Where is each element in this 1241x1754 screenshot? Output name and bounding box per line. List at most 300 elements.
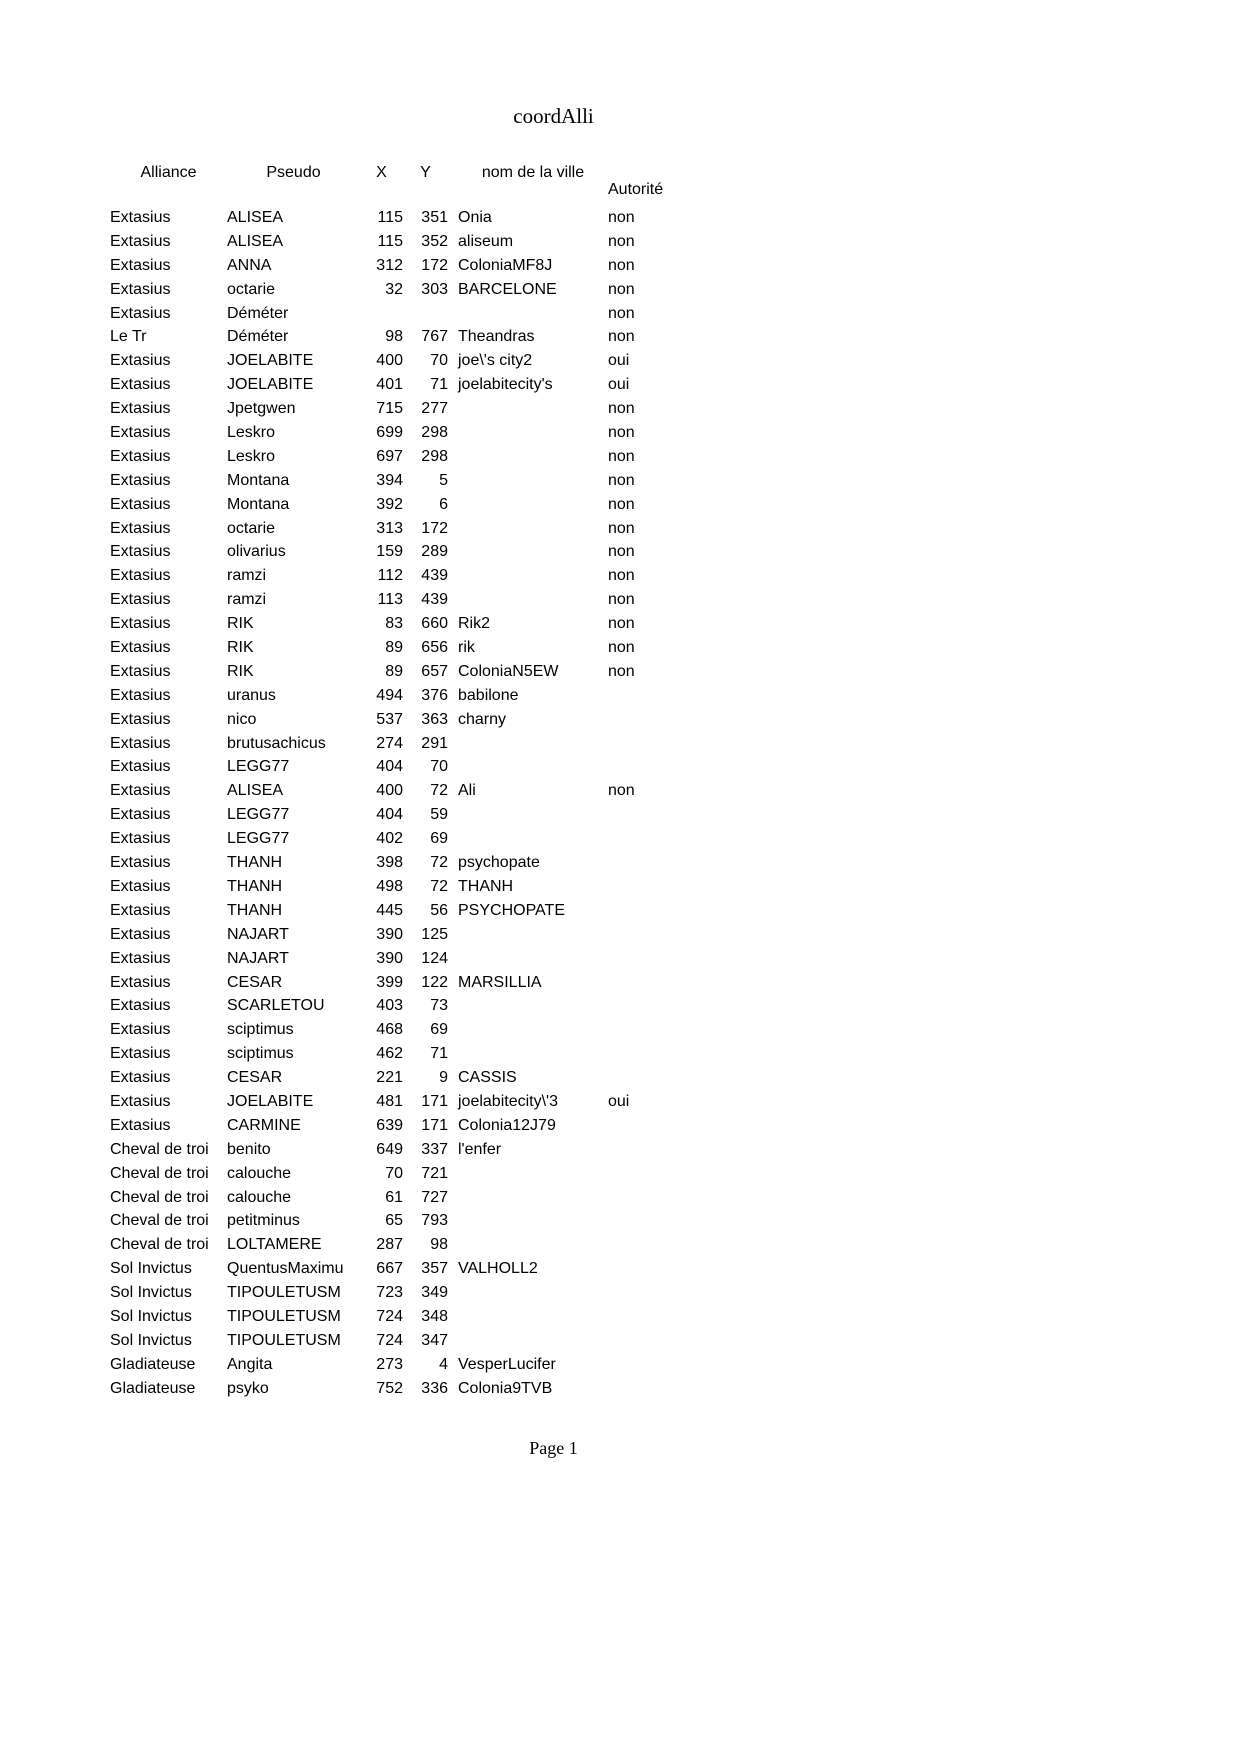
cell-autorite: oui — [608, 376, 630, 394]
cell-alliance: Extasius — [110, 280, 171, 298]
cell-y: 171 — [421, 1116, 448, 1134]
cell-ville — [448, 1042, 608, 1066]
cell-ville — [448, 994, 608, 1018]
cell-x: 313 — [376, 519, 403, 537]
cell-y: 6 — [439, 495, 448, 513]
cell-y: 793 — [421, 1212, 448, 1230]
cell-autorite — [608, 1138, 676, 1162]
cell-pseudo: Jpetgwen — [227, 400, 296, 418]
table-row — [110, 827, 676, 851]
cell-ville: ColoniaMF8J — [458, 256, 553, 274]
cell-pseudo: TIPOULETUSM — [227, 1331, 341, 1349]
table-row — [110, 923, 676, 947]
cell-y: 357 — [421, 1260, 448, 1278]
cell-x: 667 — [376, 1260, 403, 1278]
cell-y: 125 — [421, 925, 448, 943]
cell-ville: Onia — [458, 209, 492, 226]
cell-pseudo: CARMINE — [227, 1116, 301, 1134]
cell-y: 56 — [430, 901, 448, 919]
cell-x: 398 — [376, 854, 403, 872]
cell-autorite — [608, 1186, 676, 1210]
cell-alliance: Extasius — [110, 376, 171, 394]
cell-pseudo: Angita — [227, 1355, 273, 1373]
cell-ville: psychopate — [458, 854, 540, 872]
cell-y: 73 — [430, 997, 448, 1015]
cell-alliance: Extasius — [110, 854, 171, 872]
table-row — [110, 325, 676, 349]
cell-ville: Colonia9TVB — [458, 1379, 553, 1397]
cell-autorite: non — [608, 615, 635, 633]
table-row — [110, 994, 676, 1018]
cell-y: 5 — [439, 471, 448, 489]
cell-x — [360, 302, 403, 326]
cell-ville — [448, 923, 608, 947]
table-row — [110, 1281, 676, 1305]
cell-pseudo: RIK — [227, 639, 254, 657]
table-row — [110, 660, 676, 684]
table-row — [110, 875, 676, 899]
cell-ville: babilone — [458, 686, 519, 704]
cell-ville: Colonia12J79 — [458, 1116, 556, 1134]
cell-alliance: Extasius — [110, 662, 171, 680]
cell-ville: charny — [458, 710, 507, 728]
cell-alliance: Gladiateuse — [110, 1379, 196, 1397]
cell-y: 9 — [439, 1069, 448, 1087]
table-row — [110, 302, 676, 326]
cell-x: 89 — [385, 639, 403, 657]
cell-pseudo: olivarius — [227, 543, 286, 561]
cell-y: 277 — [421, 400, 448, 418]
cell-alliance: Extasius — [110, 901, 171, 919]
cell-pseudo: ALISEA — [227, 782, 284, 800]
cell-alliance: Extasius — [110, 949, 171, 967]
cell-y — [403, 302, 448, 326]
cell-y: 72 — [430, 782, 448, 800]
table-row — [110, 779, 676, 803]
cell-alliance: Extasius — [110, 877, 171, 895]
cell-autorite — [608, 1281, 676, 1305]
cell-x: 83 — [385, 615, 403, 633]
cell-x: 221 — [376, 1069, 403, 1087]
cell-pseudo: RIK — [227, 615, 254, 633]
cell-autorite — [608, 875, 676, 899]
table-row — [110, 971, 676, 995]
cell-x: 724 — [376, 1307, 403, 1325]
cell-x: 390 — [376, 925, 403, 943]
cell-pseudo: LEGG77 — [227, 806, 290, 824]
cell-alliance: Extasius — [110, 806, 171, 824]
cell-pseudo: octarie — [227, 280, 276, 298]
cell-pseudo: Montana — [227, 471, 290, 489]
cell-y: 298 — [421, 447, 448, 465]
cell-alliance: Extasius — [110, 925, 171, 943]
cell-autorite — [608, 1066, 676, 1090]
cell-ville — [448, 1281, 608, 1305]
cell-autorite — [608, 851, 676, 875]
cell-autorite: non — [608, 304, 635, 322]
cell-x: 494 — [376, 686, 403, 704]
cell-pseudo: Leskro — [227, 424, 276, 442]
table-row — [110, 1257, 676, 1281]
cell-alliance: Cheval de troi — [110, 1236, 209, 1254]
cell-pseudo: ALISEA — [227, 209, 284, 226]
cell-autorite — [608, 732, 676, 756]
cell-alliance: Sol Invictus — [110, 1307, 192, 1325]
cell-alliance: Sol Invictus — [110, 1331, 192, 1349]
cell-x: 65 — [385, 1212, 403, 1230]
header-x: X — [376, 164, 387, 181]
cell-pseudo: Leskro — [227, 447, 276, 465]
cell-y: 439 — [421, 567, 448, 585]
cell-alliance: Extasius — [110, 352, 171, 370]
cell-autorite — [608, 708, 676, 732]
cell-pseudo: calouche — [227, 1164, 292, 1182]
cell-y: 71 — [430, 1045, 448, 1063]
cell-autorite: non — [608, 328, 635, 346]
cell-y: 289 — [421, 543, 448, 561]
cell-autorite — [608, 827, 676, 851]
cell-ville — [448, 1233, 608, 1257]
cell-ville — [448, 1162, 608, 1186]
cell-autorite: oui — [608, 1092, 630, 1110]
cell-y: 303 — [421, 280, 448, 298]
cell-y: 172 — [421, 256, 448, 274]
cell-alliance: Extasius — [110, 232, 171, 250]
cell-alliance: Extasius — [110, 758, 171, 776]
cell-ville: MARSILLIA — [458, 973, 542, 991]
cell-ville: PSYCHOPATE — [458, 901, 565, 919]
cell-x: 400 — [376, 782, 403, 800]
cell-pseudo: THANH — [227, 901, 283, 919]
cell-ville: Ali — [458, 782, 476, 800]
cell-y: 98 — [430, 1236, 448, 1254]
cell-alliance: Extasius — [110, 304, 171, 322]
cell-alliance: Extasius — [110, 519, 171, 537]
table-row — [110, 230, 676, 254]
cell-x: 402 — [376, 830, 403, 848]
cell-autorite: non — [608, 447, 635, 465]
cell-pseudo: LEGG77 — [227, 830, 290, 848]
cell-x: 394 — [376, 471, 403, 489]
cell-x: 498 — [376, 877, 403, 895]
cell-autorite — [608, 1162, 676, 1186]
table-row — [110, 1090, 676, 1114]
cell-ville: joe\'s city2 — [458, 352, 533, 370]
cell-autorite: oui — [608, 352, 630, 370]
cell-x: 287 — [376, 1236, 403, 1254]
cell-x: 724 — [376, 1331, 403, 1349]
page-number: Page 1 — [529, 1438, 578, 1458]
cell-x: 392 — [376, 495, 403, 513]
cell-y: 124 — [421, 949, 448, 967]
cell-alliance: Gladiateuse — [110, 1355, 196, 1373]
cell-pseudo: QuentusMaximu — [227, 1260, 344, 1278]
header-alliance: Alliance — [140, 164, 197, 181]
cell-ville: joelabitecity\'3 — [458, 1092, 558, 1110]
cell-x: 699 — [376, 424, 403, 442]
cell-y: 767 — [421, 328, 448, 346]
cell-alliance: Extasius — [110, 973, 171, 991]
table-body — [110, 206, 676, 1401]
table-row — [110, 1377, 676, 1401]
cell-alliance: Extasius — [110, 471, 171, 489]
cell-alliance: Extasius — [110, 209, 171, 226]
cell-pseudo: ANNA — [227, 256, 272, 274]
cell-x: 274 — [376, 734, 403, 752]
cell-pseudo: Déméter — [227, 328, 289, 346]
table-row — [110, 851, 676, 875]
table-row — [110, 397, 676, 421]
cell-autorite — [608, 971, 676, 995]
cell-autorite — [608, 947, 676, 971]
cell-pseudo: TIPOULETUSM — [227, 1284, 341, 1302]
header-y: Y — [420, 164, 431, 181]
cell-pseudo: uranus — [227, 686, 276, 704]
cell-x: 70 — [385, 1164, 403, 1182]
table-row — [110, 1305, 676, 1329]
cell-ville — [448, 397, 608, 421]
page-title: coordAlli — [513, 104, 594, 128]
cell-alliance: Extasius — [110, 447, 171, 465]
cell-x: 112 — [377, 567, 403, 585]
cell-pseudo: THANH — [227, 877, 283, 895]
table-row — [110, 1114, 676, 1138]
cell-autorite: non — [608, 662, 635, 680]
table-row — [110, 755, 676, 779]
cell-ville — [448, 421, 608, 445]
cell-alliance: Extasius — [110, 1116, 171, 1134]
cell-x: 404 — [376, 806, 403, 824]
cell-pseudo: ramzi — [227, 591, 267, 609]
cell-x: 273 — [376, 1355, 403, 1373]
cell-ville — [448, 803, 608, 827]
cell-y: 337 — [421, 1140, 448, 1158]
table-row — [110, 588, 676, 612]
cell-autorite — [608, 1329, 676, 1353]
cell-pseudo: brutusachicus — [227, 734, 326, 752]
cell-y: 70 — [430, 758, 448, 776]
cell-y: 657 — [421, 662, 448, 680]
cell-pseudo: calouche — [227, 1188, 292, 1206]
cell-pseudo: psyko — [227, 1379, 269, 1397]
cell-x: 401 — [376, 376, 403, 394]
cell-autorite — [608, 923, 676, 947]
table-row — [110, 493, 676, 517]
cell-y: 171 — [421, 1092, 448, 1110]
cell-ville — [448, 302, 608, 326]
cell-autorite — [608, 1114, 676, 1138]
cell-pseudo: LOLTAMERE — [227, 1236, 322, 1254]
table-row — [110, 278, 676, 302]
cell-autorite — [608, 1377, 676, 1401]
cell-ville: joelabitecity's — [458, 376, 553, 394]
table-row — [110, 803, 676, 827]
cell-x: 113 — [377, 591, 403, 609]
cell-y: 727 — [421, 1188, 448, 1206]
cell-alliance: Extasius — [110, 591, 171, 609]
cell-autorite — [608, 994, 676, 1018]
cell-alliance: Extasius — [110, 567, 171, 585]
cell-pseudo: sciptimus — [227, 1045, 294, 1063]
cell-alliance: Extasius — [110, 543, 171, 561]
cell-autorite — [608, 1353, 676, 1377]
cell-ville — [448, 493, 608, 517]
cell-y: 4 — [439, 1355, 448, 1373]
table-row — [110, 1209, 676, 1233]
cell-alliance: Cheval de troi — [110, 1188, 209, 1206]
header-ville: nom de la ville — [481, 164, 585, 181]
cell-alliance: Sol Invictus — [110, 1260, 192, 1278]
cell-x: 715 — [376, 400, 403, 418]
table-row — [110, 1233, 676, 1257]
cell-x: 403 — [376, 997, 403, 1015]
cell-x: 462 — [376, 1045, 403, 1063]
cell-autorite: non — [608, 209, 635, 226]
table-row — [110, 1138, 676, 1162]
cell-y: 69 — [430, 1021, 448, 1039]
cell-x: 115 — [377, 209, 403, 226]
cell-x: 537 — [376, 710, 403, 728]
cell-ville — [448, 1209, 608, 1233]
cell-ville: VesperLucifer — [458, 1355, 556, 1373]
cell-autorite: non — [608, 400, 635, 418]
cell-y: 348 — [421, 1307, 448, 1325]
cell-alliance: Cheval de troi — [110, 1164, 209, 1182]
cell-autorite: non — [608, 256, 635, 274]
cell-alliance: Extasius — [110, 615, 171, 633]
table-row — [110, 564, 676, 588]
cell-pseudo: ramzi — [227, 567, 267, 585]
cell-alliance: Cheval de troi — [110, 1212, 209, 1230]
table-row — [110, 612, 676, 636]
cell-alliance: Extasius — [110, 1021, 171, 1039]
cell-pseudo: JOELABITE — [227, 352, 314, 370]
cell-x: 639 — [376, 1116, 403, 1134]
cell-autorite — [608, 1233, 676, 1257]
cell-ville — [448, 517, 608, 541]
cell-alliance: Sol Invictus — [110, 1284, 192, 1302]
cell-pseudo: NAJART — [227, 949, 289, 967]
cell-autorite — [608, 1257, 676, 1281]
cell-autorite: non — [608, 280, 635, 298]
cell-y: 349 — [421, 1284, 448, 1302]
header-autorite: Autorité — [608, 181, 664, 198]
cell-ville — [448, 445, 608, 469]
table-row — [110, 349, 676, 373]
cell-y: 352 — [421, 232, 448, 250]
cell-autorite: non — [608, 424, 635, 442]
table-row — [110, 1329, 676, 1353]
cell-pseudo: sciptimus — [227, 1021, 294, 1039]
cell-y: 721 — [421, 1164, 448, 1182]
cell-pseudo: JOELABITE — [227, 1092, 314, 1110]
cell-pseudo: NAJART — [227, 925, 289, 943]
cell-ville: Theandras — [458, 328, 535, 346]
header-pseudo: Pseudo — [266, 164, 321, 181]
cell-alliance: Extasius — [110, 424, 171, 442]
cell-ville — [448, 947, 608, 971]
cell-alliance: Le Tr — [110, 328, 147, 346]
table-row — [110, 517, 676, 541]
cell-autorite: non — [608, 495, 635, 513]
table-row — [110, 1162, 676, 1186]
table-row — [110, 899, 676, 923]
cell-autorite — [608, 803, 676, 827]
cell-y: 660 — [421, 615, 448, 633]
cell-alliance: Extasius — [110, 734, 171, 752]
cell-alliance: Extasius — [110, 639, 171, 657]
cell-ville: rik — [458, 639, 475, 657]
cell-autorite — [608, 899, 676, 923]
cell-pseudo: octarie — [227, 519, 276, 537]
cell-pseudo: nico — [227, 710, 257, 728]
cell-pseudo: SCARLETOU — [227, 997, 325, 1015]
cell-pseudo: TIPOULETUSM — [227, 1307, 341, 1325]
cell-alliance: Extasius — [110, 1069, 171, 1087]
cell-ville: BARCELONE — [458, 280, 557, 298]
cell-pseudo: RIK — [227, 662, 254, 680]
cell-x: 752 — [376, 1379, 403, 1397]
cell-ville: aliseum — [458, 232, 514, 250]
cell-alliance: Extasius — [110, 686, 171, 704]
cell-x: 89 — [385, 662, 403, 680]
table-row — [110, 206, 676, 230]
cell-x: 399 — [376, 973, 403, 991]
cell-alliance: Extasius — [110, 256, 171, 274]
cell-y: 363 — [421, 710, 448, 728]
table-row — [110, 445, 676, 469]
cell-y: 376 — [421, 686, 448, 704]
cell-y: 172 — [421, 519, 448, 537]
cell-y: 69 — [430, 830, 448, 848]
cell-ville — [448, 588, 608, 612]
cell-ville — [448, 827, 608, 851]
cell-ville: l'enfer — [458, 1140, 502, 1158]
cell-autorite: non — [608, 567, 635, 585]
cell-x: 61 — [385, 1188, 403, 1206]
table-row — [110, 1186, 676, 1210]
cell-x: 312 — [376, 256, 403, 274]
table-header-row — [110, 163, 676, 206]
cell-pseudo: CESAR — [227, 1069, 283, 1087]
table-row — [110, 540, 676, 564]
cell-x: 481 — [376, 1092, 403, 1110]
cell-alliance: Extasius — [110, 710, 171, 728]
cell-autorite — [608, 1209, 676, 1233]
cell-pseudo: THANH — [227, 854, 283, 872]
cell-alliance: Extasius — [110, 1092, 171, 1110]
cell-y: 656 — [421, 639, 448, 657]
cell-autorite — [608, 1305, 676, 1329]
table-row — [110, 1018, 676, 1042]
cell-alliance: Extasius — [110, 830, 171, 848]
cell-ville — [448, 755, 608, 779]
cell-y: 59 — [430, 806, 448, 824]
cell-ville — [448, 732, 608, 756]
cell-ville: VALHOLL2 — [458, 1260, 538, 1278]
cell-autorite — [608, 755, 676, 779]
table-row — [110, 732, 676, 756]
cell-y: 70 — [430, 352, 448, 370]
cell-x: 159 — [376, 543, 403, 561]
cell-x: 400 — [376, 352, 403, 370]
cell-alliance: Extasius — [110, 400, 171, 418]
cell-y: 439 — [421, 591, 448, 609]
cell-y: 71 — [430, 376, 448, 394]
cell-ville — [448, 1329, 608, 1353]
cell-autorite: non — [608, 782, 635, 800]
cell-autorite — [608, 1042, 676, 1066]
